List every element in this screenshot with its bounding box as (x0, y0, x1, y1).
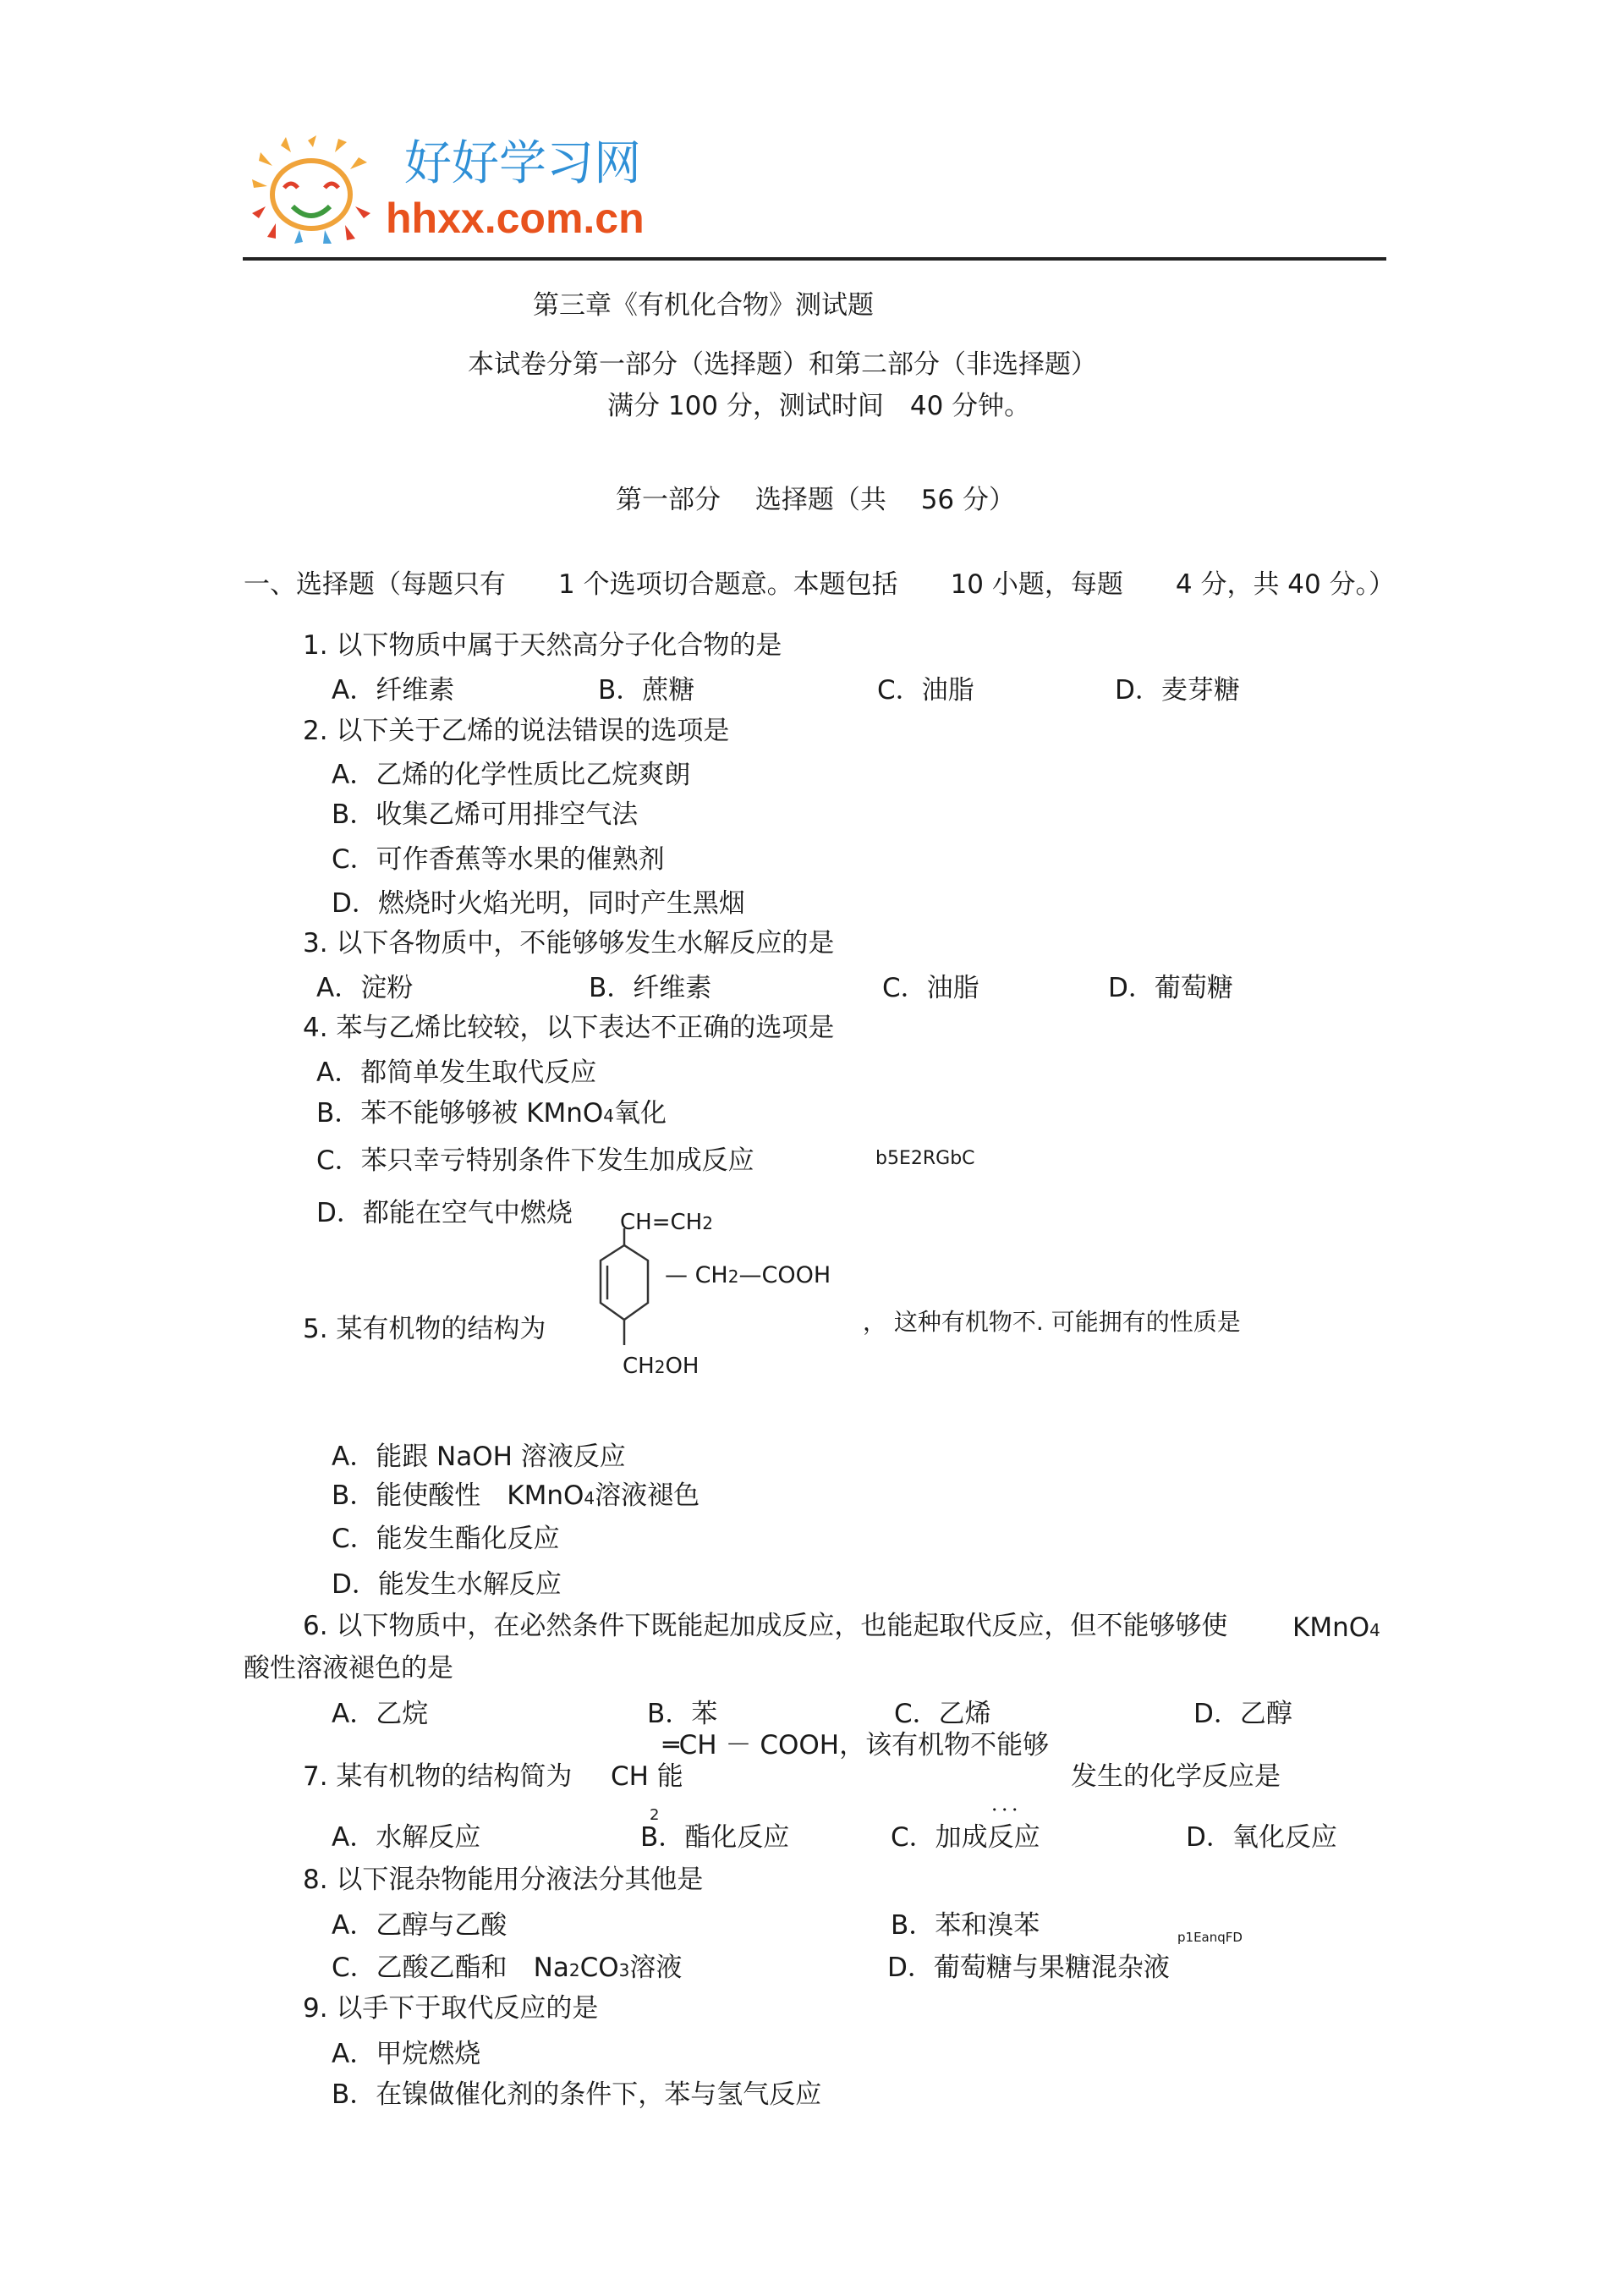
q5-option-d[interactable]: D．能发生水解反应 (332, 1569, 562, 1600)
q2-option-b[interactable]: B．收集乙烯可用排空气法 (332, 799, 639, 830)
q6-option-d[interactable]: D．乙醇 (1193, 1699, 1292, 1729)
q2-option-a[interactable]: A．乙烯的化学性质比乙烷爽朗 (332, 760, 691, 790)
question-5-stem: 5. 某有机物的结构为 (303, 1314, 546, 1344)
question-7-stem: 7. 某有机物的结构简为 (303, 1761, 573, 1792)
q5-option-c[interactable]: C．能发生酯化反应 (332, 1524, 560, 1554)
q7-option-b[interactable]: B．酯化反应 (640, 1822, 790, 1853)
question-9-stem: 9. 以手下于取代反应的是 (303, 1993, 599, 2024)
subscript: 2 (654, 1357, 666, 1377)
formula-ch-text: CH (623, 1354, 655, 1379)
question-8-stem: 8. 以下混杂物能用分液法分其他是 (303, 1865, 704, 1895)
q5-option-b-text: B．能使酸性 KMnO (332, 1480, 584, 1511)
subscript: 2 (650, 1806, 660, 1824)
subscript: 4 (584, 1488, 595, 1508)
q8-option-d[interactable]: D．葡萄糖与果糖混杂液 (887, 1953, 1170, 1983)
q9-option-a[interactable]: A．甲烷燃烧 (332, 2039, 481, 2069)
q1-option-d[interactable]: D．麦芽糖 (1115, 675, 1240, 706)
formula-vinyl-group (620, 1207, 713, 1239)
formula-hydroxymethyl-group (623, 1351, 699, 1382)
q3-option-c[interactable]: C．油脂 (882, 973, 979, 1003)
reagent-text: KMnO (1292, 1612, 1370, 1643)
q7-option-a[interactable]: A．水解反应 (332, 1822, 481, 1853)
q7-option-c[interactable]: C．加成反应 (891, 1822, 1040, 1853)
q6-option-a[interactable]: A．乙烷 (332, 1699, 429, 1729)
doc-watermark-code: b5E2RGbC (875, 1148, 975, 1169)
q4-option-d[interactable]: D．都能在空气中燃烧 (316, 1198, 573, 1228)
question-3-stem: 3. 以下各物质中，不能够够发生水解反应的是 (303, 928, 835, 958)
exam-score-time: 满分 100 分，测试时间 40 分钟。 (607, 391, 1031, 421)
header-divider (243, 257, 1386, 261)
question-5-tail: ， 这种有机物不. 可能拥有的性质是 (863, 1308, 1241, 1336)
q3-option-b[interactable]: B．纤维素 (589, 973, 712, 1003)
section-one-heading: 一、选择题（每题只有 1 个选项切合题意。本题包括 10 小题，每题 4 分，共 40 分。） (244, 569, 1396, 600)
exam-structure-note: 本试卷分第一部分（选择题）和第二部分（非选择题） (468, 349, 1097, 380)
formula-vinyl-text: CH=CH (620, 1210, 703, 1235)
question-6-reagent (1292, 1612, 1380, 1645)
question-2-stem: 2. 以下关于乙烯的说法错误的选项是 (303, 716, 730, 746)
subscript: 4 (1369, 1620, 1380, 1640)
q5-option-a[interactable]: A．能跟 NaOH 溶液反应 (332, 1442, 626, 1472)
q6-option-b[interactable]: B．苯 (647, 1699, 718, 1729)
q1-option-a[interactable]: A．纤维素 (332, 675, 455, 706)
q5-option-b-tail: 溶液褪色 (595, 1480, 700, 1511)
q4-option-b-text: B．苯不能够够被 KMnO (316, 1098, 604, 1129)
formula-acetic-group (665, 1261, 831, 1292)
q2-option-d[interactable]: D．燃烧时火焰光明，同时产生黑烟 (332, 888, 745, 919)
formula-acetic-text: — CH (665, 1262, 728, 1288)
formula-oh-text: OH (665, 1354, 700, 1379)
q7-option-d[interactable]: D．氧化反应 (1186, 1822, 1337, 1853)
q3-option-a[interactable]: A．淀粉 (316, 973, 414, 1003)
q4-option-a[interactable]: A．都简单发生取代反应 (316, 1057, 597, 1088)
subscript: 4 (603, 1106, 614, 1126)
q1-option-b[interactable]: B．蔗糖 (598, 675, 695, 706)
q9-option-b[interactable]: B．在镍做催化剂的条件下，苯与氢气反应 (332, 2079, 822, 2110)
q8-option-c[interactable] (332, 1953, 682, 1986)
part-one-heading: 第一部分 选择题（共 56 分） (616, 485, 1016, 515)
question-7-ch: CH 能 (611, 1761, 683, 1792)
subscript: 2 (568, 1960, 580, 1980)
question-7-formula-upper: ═CH － COOH，该有机物不能够 (663, 1730, 1050, 1760)
emphasis-dots: ．．． (991, 1792, 1032, 1815)
q4-option-b[interactable] (316, 1098, 667, 1131)
q6-option-c[interactable]: C．乙烯 (894, 1699, 991, 1729)
q8-option-c-tail: 溶液 (629, 1953, 683, 1983)
question-1-stem: 1. 以下物质中属于天然高分子化合物的是 (303, 630, 782, 661)
q1-option-c[interactable]: C．油脂 (877, 675, 974, 706)
doc-watermark-code: p1EanqFD (1177, 1930, 1243, 1945)
q8-option-c-co: CO (579, 1953, 619, 1983)
q8-option-a[interactable]: A．乙醇与乙酸 (332, 1910, 508, 1941)
subscript: 2 (727, 1266, 739, 1287)
question-7-tail: 发生的化学反应是 (1071, 1761, 1281, 1792)
q8-option-b[interactable]: B．苯和溴苯 (891, 1910, 1040, 1941)
q4-option-b-tail: 氧化 (613, 1098, 667, 1129)
brand-name: 好好学习网 (404, 136, 641, 191)
q5-option-b[interactable] (332, 1480, 700, 1513)
question-6-stem-cont: 酸性溶液褪色的是 (244, 1653, 453, 1684)
page-title: 第三章《有机化合物》测试题 (533, 290, 874, 321)
question-4-stem: 4. 苯与乙烯比较较，以下表达不正确的选项是 (303, 1013, 835, 1043)
q4-option-c[interactable]: C．苯只幸亏特别条件下发生加成反应 (316, 1145, 754, 1176)
question-6-stem: 6. 以下物质中，在必然条件下既能起加成反应，也能起取代反应，但不能够够使 (303, 1611, 1228, 1641)
brand-domain[interactable]: hhxx.com.cn (386, 195, 645, 242)
q8-option-c-text: C．乙酸乙酯和 Na (332, 1953, 569, 1983)
subscript: 3 (618, 1960, 630, 1980)
subscript: 2 (702, 1213, 713, 1233)
sun-logo-icon (250, 135, 377, 245)
q2-option-c[interactable]: C．可作香蕉等水果的催熟剂 (332, 844, 665, 875)
q3-option-d[interactable]: D．葡萄糖 (1108, 973, 1233, 1003)
formula-acetic-tail: —COOH (738, 1262, 831, 1288)
